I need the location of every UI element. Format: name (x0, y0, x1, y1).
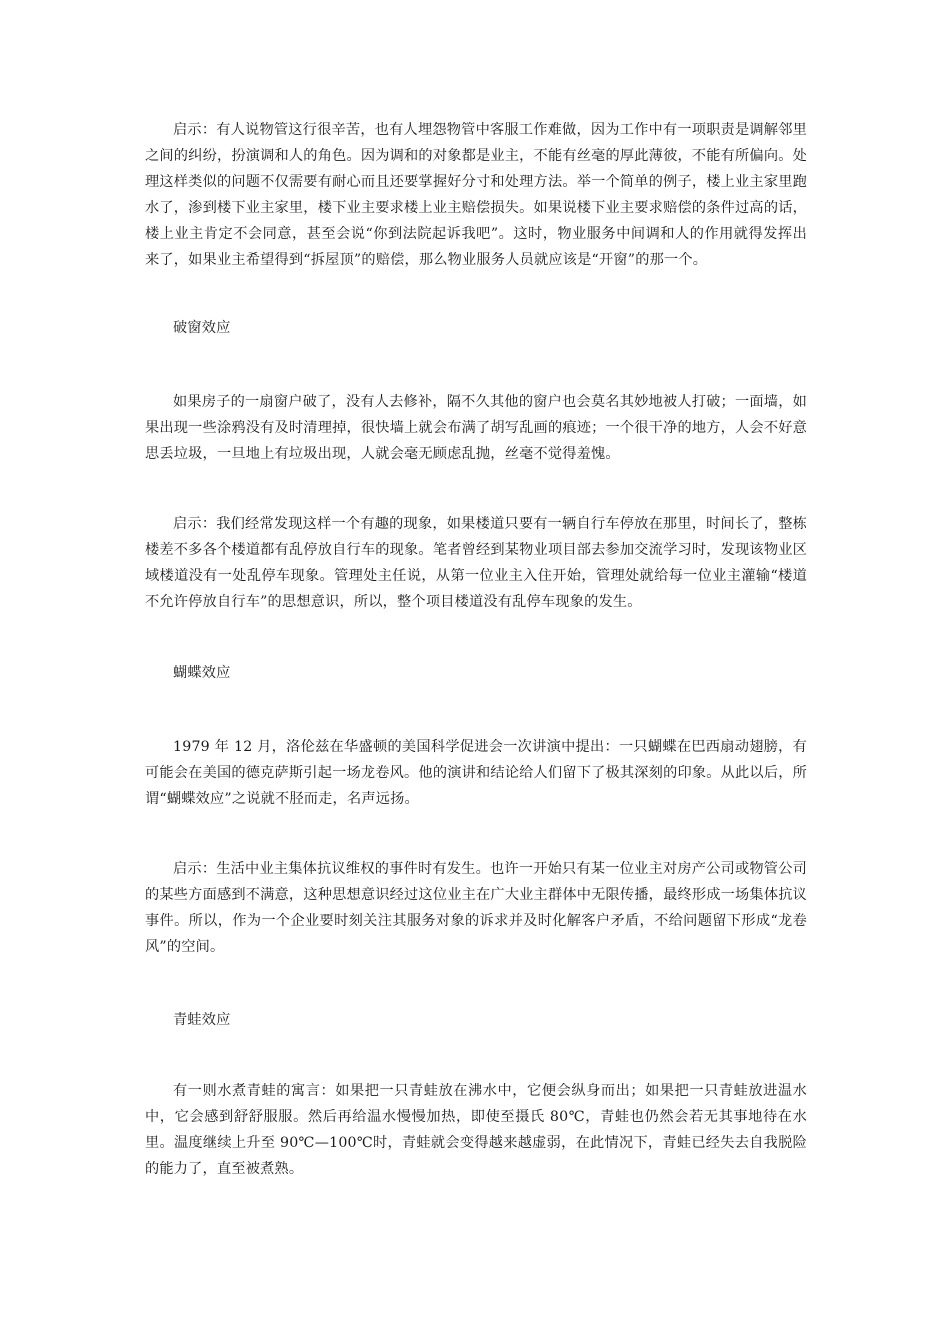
paragraph-frog-description: 有一则水煮青蛙的寓言：如果把一只青蛙放在沸水中，它便会纵身而出；如果把一只青蛙放进温水中，它会感到舒舒服服。然后再给温水慢慢加热，即使至摄氏 80℃，青蛙也仍然会若无其事地待在水里。温度继续上升至 90℃—100℃时，青蛙就会变得越来越虚弱，在此情况下，青蛙已经失去自我脱险的能力了，直至被煮熟。 (145, 1083, 807, 1177)
paragraph-enlightenment-tornado: 启示：生活中业主集体抗议维权的事件时有发生。也许一开始只有某一位业主对房产公司或物管公司的某些方面感到不满意，这种思想意识经过这位业主在广大业主群体中无限传播，最终形成一场集体抗议事件。所以，作为一个企业要时刻关注其服务对象的诉求并及时化解客户矛盾，不给问题留下形成“龙卷风”的空间。 (145, 861, 807, 955)
paragraph-broken-window-description: 如果房子的一扇窗户破了，没有人去修补，隔不久其他的窗户也会莫名其妙地被人打破；一面墙，如果出现一些涂鸦没有及时清理掉，很快墙上就会布满了胡写乱画的痕迹；一个很干净的地方，人会不好意思丢垃圾，一旦地上有垃圾出现，人就会毫无顾虑乱抛，丝毫不觉得羞愧。 (145, 394, 807, 462)
paragraph-butterfly-description: 1979 年 12 月，洛伦兹在华盛顿的美国科学促进会一次讲演中提出：一只蝴蝶在巴西扇动翅膀，有可能会在美国的德克萨斯引起一场龙卷风。他的演讲和结论给人们留下了极其深刻的印象。从此以后，所谓“蝴蝶效应”之说就不胫而走，名声远扬。 (145, 739, 807, 807)
section-heading-frog: 青蛙效应 (173, 1012, 231, 1028)
section-heading-broken-window: 破窗效应 (173, 320, 231, 336)
paragraph-enlightenment-bicycle: 启示：我们经常发现这样一个有趣的现象，如果楼道只要有一辆自行车停放在那里，时间长了，整栋楼差不多各个楼道都有乱停放自行车的现象。笔者曾经到某物业项目部去参加交流学习时，发现该物业区域楼道没有一处乱停车现象。管理处主任说，从第一位业主入住开始，管理处就给每一位业主灌输“楼道不允许停放自行车”的思想意识，所以，整个项目楼道没有乱停车现象的发生。 (145, 516, 807, 610)
paragraph-enlightenment-mediation: 启示：有人说物管这行很辛苦，也有人埋怨物管中客服工作难做，因为工作中有一项职责是调解邻里之间的纠纷，扮演调和人的角色。因为调和的对象都是业主，不能有丝毫的厚此薄彼，不能有所偏向。处理这样类似的问题不仅需要有耐心而且还要掌握好分寸和处理方法。举一个简单的例子，楼上业主家里跑水了，渗到楼下业主家里，楼下业主要求楼上业主赔偿损失。如果说楼下业主要求赔偿的条件过高的话，楼上业主肯定不会同意，甚至会说“你到法院起诉我吧”。这时，物业服务中间调和人的作用就得发挥出来了，如果业主希望得到“拆屋顶”的赔偿，那么物业服务人员就应该是“开窗”的那一个。 (145, 122, 807, 268)
section-heading-butterfly: 蝴蝶效应 (173, 665, 231, 681)
